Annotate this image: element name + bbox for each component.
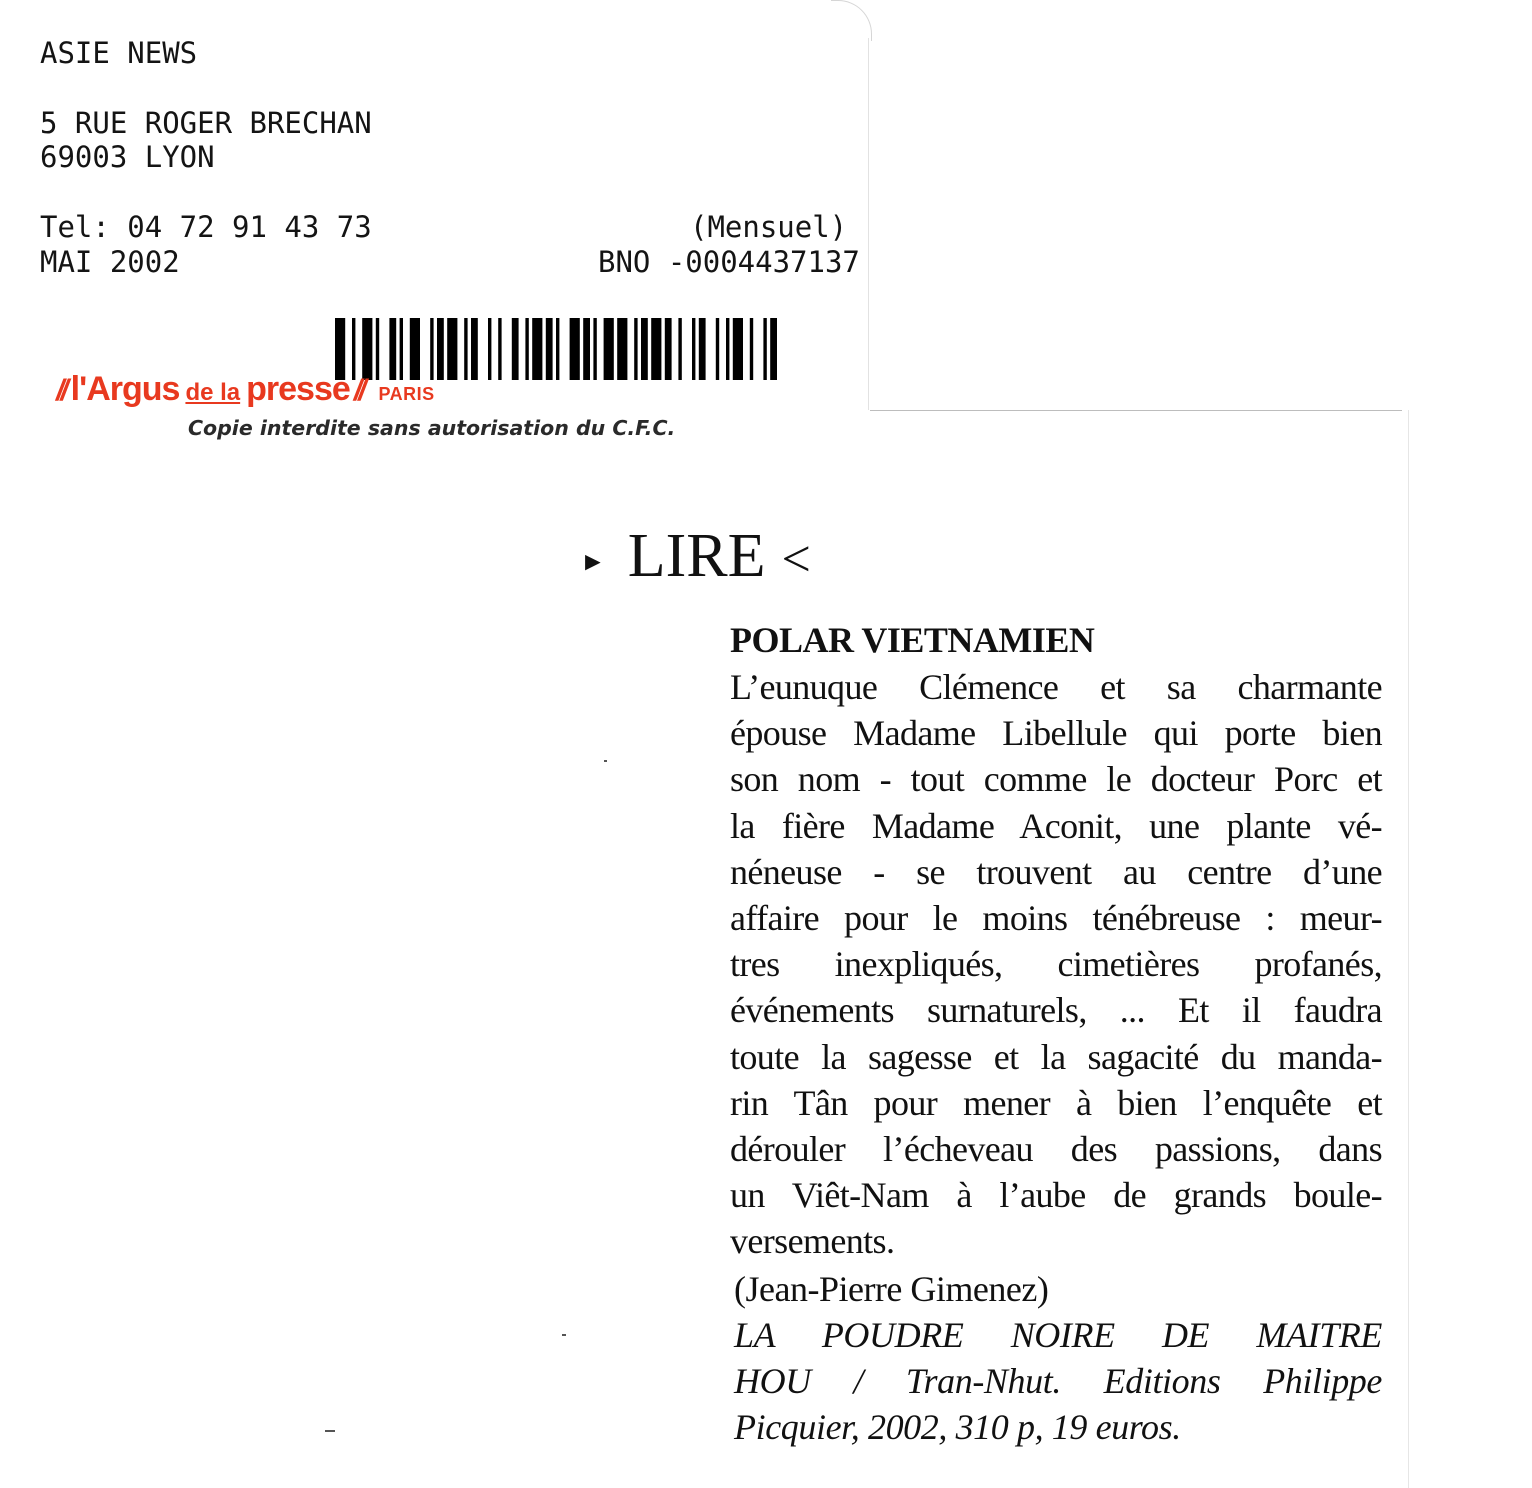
barcode-bar xyxy=(447,318,457,380)
barcode-bar xyxy=(498,318,501,380)
barcode-bar xyxy=(716,318,719,380)
scan-speck xyxy=(325,1430,335,1432)
section-title xyxy=(580,516,811,602)
label-rounded-corner xyxy=(831,0,872,41)
book-reference-line: LA POUDRE NOIRE DE MAITRE xyxy=(734,1315,1382,1355)
label-edge xyxy=(868,38,869,410)
article-body-line: versements. xyxy=(730,1221,895,1262)
barcode-bar xyxy=(733,318,743,380)
barcode-bar xyxy=(437,318,444,380)
label-edge-bottom xyxy=(870,410,1402,411)
barcode-bar xyxy=(512,318,519,380)
logo-text-presse: presse xyxy=(246,370,350,408)
address-line-2: 69003 LYON xyxy=(40,140,215,174)
barcode-bar xyxy=(546,318,553,380)
article-body-line: événements surnaturels, ... Et il faudra xyxy=(730,990,1382,1031)
scan-speck xyxy=(604,760,607,762)
article-body-line: L’eunuque Clémence et sa charmante xyxy=(730,667,1382,707)
frequency: (Mensuel) xyxy=(690,210,848,244)
publication-name: ASIE NEWS xyxy=(40,36,198,70)
argus-logo xyxy=(56,370,435,409)
barcode-bar xyxy=(604,318,614,380)
clipping-reference: BNO -0004437137 xyxy=(598,245,860,279)
logo-text-argus: l'Argus xyxy=(70,370,180,408)
logo-text-de-la: de la xyxy=(185,379,241,406)
barcode-bar xyxy=(665,318,672,380)
article-body-line: épouse Madame Libellule qui porte bien xyxy=(730,713,1382,754)
barcode-bar xyxy=(464,318,467,380)
barcode-bar xyxy=(726,318,729,380)
issue-date: MAI 2002 xyxy=(40,245,180,279)
article-body xyxy=(730,664,1382,1264)
article-body-line: un Viêt-Nam à l’aube de grands boule- xyxy=(730,1175,1382,1216)
article-author: (Jean-Pierre Gimenez) xyxy=(734,1269,1049,1309)
barcode-bar xyxy=(678,318,681,380)
barcode-bar xyxy=(651,318,661,380)
address-line-1: 5 RUE ROGER BRECHAN xyxy=(40,106,372,140)
barcode-bar xyxy=(556,318,559,380)
article-body-line: néneuse - se trouvent au centre d’une xyxy=(730,851,1382,892)
scan-speck xyxy=(562,1334,566,1336)
barcode-bar xyxy=(750,318,753,380)
book-reference-line: HOU / Tran-Nhut. Editions Philippe xyxy=(734,1361,1382,1401)
barcode-bar xyxy=(593,318,596,380)
barcode-bar xyxy=(570,318,580,380)
article-body-line: toute la sagesse et la sagacité du manda- xyxy=(730,1036,1382,1077)
barcode-bar xyxy=(617,318,627,380)
logo-city: PARIS xyxy=(378,384,435,404)
barcode-bar xyxy=(525,318,528,380)
article-body-line: son nom - tout comme le docteur Porc et xyxy=(730,759,1382,800)
copyright-notice: Copie interdite sans autorisation du C.F.C. xyxy=(188,416,676,440)
chevron-left-icon: < xyxy=(781,531,811,588)
article-body-line: dérouler l’écheveau des passions, dans xyxy=(730,1128,1382,1169)
clipping-edge xyxy=(1408,410,1409,1488)
logo-mark-icon: // xyxy=(56,374,65,407)
phone-number: Tel: 04 72 91 43 73 xyxy=(40,210,372,244)
barcode-bar xyxy=(634,318,637,380)
article-body-line: rin Tân pour mener à bien l’enquête et xyxy=(730,1082,1382,1123)
article-headline: POLAR VIETNAMIEN xyxy=(730,620,1095,660)
barcode-bar xyxy=(471,318,478,380)
barcode-bar xyxy=(692,318,695,380)
article-body-line: affaire pour le moins ténébreuse : meur- xyxy=(730,897,1382,938)
article-body-line: tres inexpliqués, cimetières profanés, xyxy=(730,944,1382,985)
barcode-bar xyxy=(583,318,590,380)
book-reference-line: Picquier, 2002, 310 p, 19 euros. xyxy=(734,1407,1181,1447)
logo-mark-icon: // xyxy=(353,374,363,407)
barcode-bar xyxy=(532,318,542,380)
barcode-bar xyxy=(699,318,706,380)
bullet-icon: ► xyxy=(580,546,606,576)
barcode-bar xyxy=(770,318,777,380)
barcode-bar xyxy=(763,318,766,380)
barcode-bar xyxy=(641,318,648,380)
article-body-line: la fière Madame Aconit, une plante vé- xyxy=(730,805,1382,846)
section-title-text: LIRE xyxy=(627,522,766,590)
barcode-bar xyxy=(488,318,491,380)
